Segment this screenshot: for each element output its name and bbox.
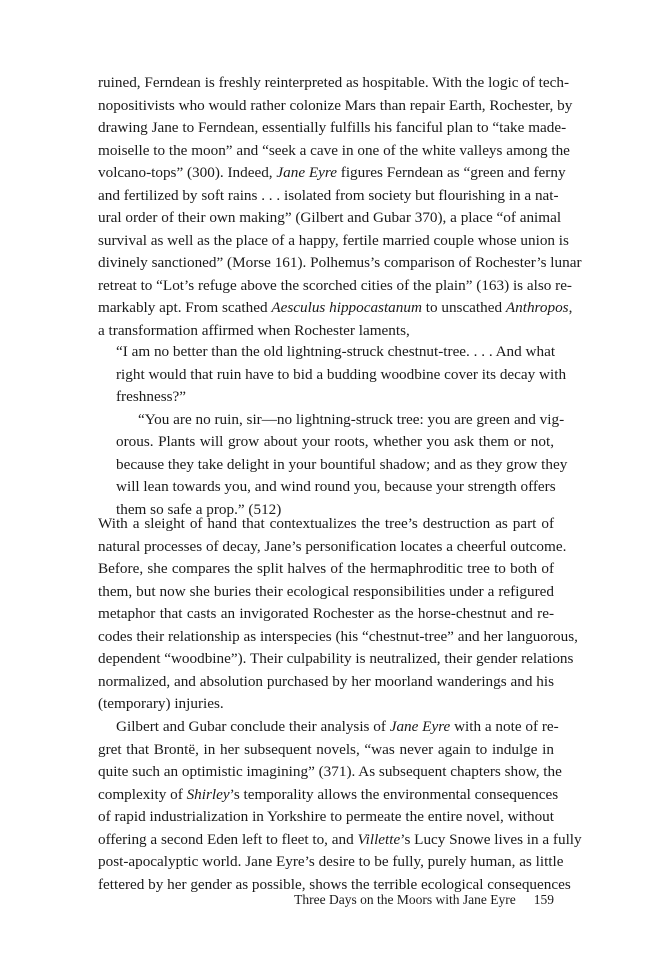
text-run: ,: [568, 299, 573, 316]
text-run: complexity of: [98, 785, 187, 803]
text-run: markably apt. From scathed: [98, 299, 272, 316]
text-line: post-apocalyptic world. Jane Eyre’s desire to be fully, purely human, as little: [98, 853, 564, 870]
quote-line: “You are no ruin, sir—no lightning-struck tree: you are green and vig-: [138, 410, 565, 428]
paragraph-3: [98, 716, 582, 896]
text-line: natural processes of decay, Jane’s personification locates a cheerful outcome.: [98, 537, 567, 555]
quote-line: because they take delight in your bountiful shadow; and as they grow they: [116, 455, 568, 473]
paragraph-2: [98, 513, 578, 716]
italic-title: Jane Eyre: [276, 164, 337, 181]
italic-title: Shirley: [186, 785, 230, 803]
text-run: figures Ferndean as “green and ferny: [336, 164, 566, 181]
quote-line: them so safe a prop.” (512): [116, 500, 282, 518]
text-line: of rapid industrialization in Yorkshire to permeate the entire novel, without: [98, 808, 554, 825]
text-run: ’s Lucy Snowe lives in a fully: [400, 830, 582, 848]
quote-line: freshness?”: [116, 388, 186, 405]
text-line: codes their relationship as interspecies (his “chestnut-tree” and her languorous,: [98, 627, 578, 645]
text-line: With a sleight of hand that contextualizes the tree’s destruction as part of: [98, 515, 554, 532]
text-line: moiselle to the moon” and “seek a cave in one of the white valleys among the: [98, 141, 570, 159]
quote-line: “I am no better than the old lightning-struck chestnut-tree. . . . And what: [116, 343, 556, 360]
text-line: ural order of their own making” (Gilbert and Gubar 370), a place “of animal: [98, 209, 562, 226]
text-run: offering a second Eden left to fleet to, and: [98, 830, 358, 848]
text-line: [98, 716, 559, 739]
text-line: normalized, and absolution purchased by her moorland wanderings and his: [98, 672, 554, 690]
block-quote: [116, 341, 568, 521]
quote-line: orous. Plants will grow about your roots, whether you ask them or not,: [116, 433, 554, 450]
text-line: [98, 297, 573, 320]
running-title: Three Days on the Moors with Jane Eyre: [294, 892, 516, 907]
text-line: divinely sanctioned” (Morse 161). Polhemus’s comparison of Rochester’s lunar: [98, 254, 582, 271]
text-line: ruined, Ferndean is freshly reinterpreted as hospitable. With the logic of tech-: [98, 74, 570, 91]
page-number: 159: [533, 892, 554, 907]
text-run: ’s temporality allows the environmental consequences: [229, 785, 559, 803]
text-line: [98, 784, 559, 807]
paragraph-1: [98, 72, 582, 342]
italic-species: Anthropos: [505, 299, 569, 316]
text-run: Gilbert and Gubar conclude their analysis of: [116, 718, 390, 735]
text-line: drawing Jane to Ferndean, essentially fulfills his fanciful plan to “take made-: [98, 119, 567, 136]
text-line: a transformation affirmed when Rochester laments,: [98, 321, 410, 339]
text-line: quite such an optimistic imagining” (371). As subsequent chapters show, the: [98, 763, 562, 780]
text-line: survival as well as the place of a happy, fertile married couple whose union is: [98, 231, 569, 249]
text-line: metaphor that casts an invigorated Rochester as the horse-chestnut and re-: [98, 605, 554, 622]
italic-title: Villette: [357, 830, 401, 848]
text-line: gret that Brontë, in her subsequent novels, “was never again to indulge in: [98, 740, 554, 758]
text-run: to unscathed: [421, 299, 506, 316]
text-line: dependent “woodbine”). Their culpability is neutralized, their gender relations: [98, 650, 574, 667]
text-line: (temporary) injuries.: [98, 695, 224, 712]
text-line: Before, she compares the split halves of the hermaphroditic tree to both of: [98, 560, 554, 577]
text-run: volcano-tops” (300). Indeed,: [98, 164, 277, 181]
quote-line: right would that ruin have to bid a budding woodbine cover its decay with: [116, 365, 567, 383]
text-line: them, but now she buries their ecological responsibilities under a refigured: [98, 582, 554, 600]
text-run: with a note of re-: [450, 718, 559, 735]
quote-line: will lean towards you, and wind round you, because your strength offers: [116, 478, 556, 495]
page-footer: [0, 892, 554, 908]
text-line: nopositivists who would rather colonize Mars than repair Earth, Rochester, by: [98, 96, 573, 114]
text-line: fettered by her gender as possible, shows the terrible ecological consequences: [98, 875, 571, 893]
text-line: and fertilized by soft rains . . . isolated from society but flourishing in a nat-: [98, 186, 559, 204]
text-line: [98, 829, 582, 852]
text-line: retreat to “Lot’s refuge above the scorched cities of the plain” (163) is also re-: [98, 276, 572, 294]
text-line: [98, 162, 566, 185]
italic-species: Aesculus hippocastanum: [271, 299, 422, 316]
italic-title: Jane Eyre: [389, 718, 451, 735]
